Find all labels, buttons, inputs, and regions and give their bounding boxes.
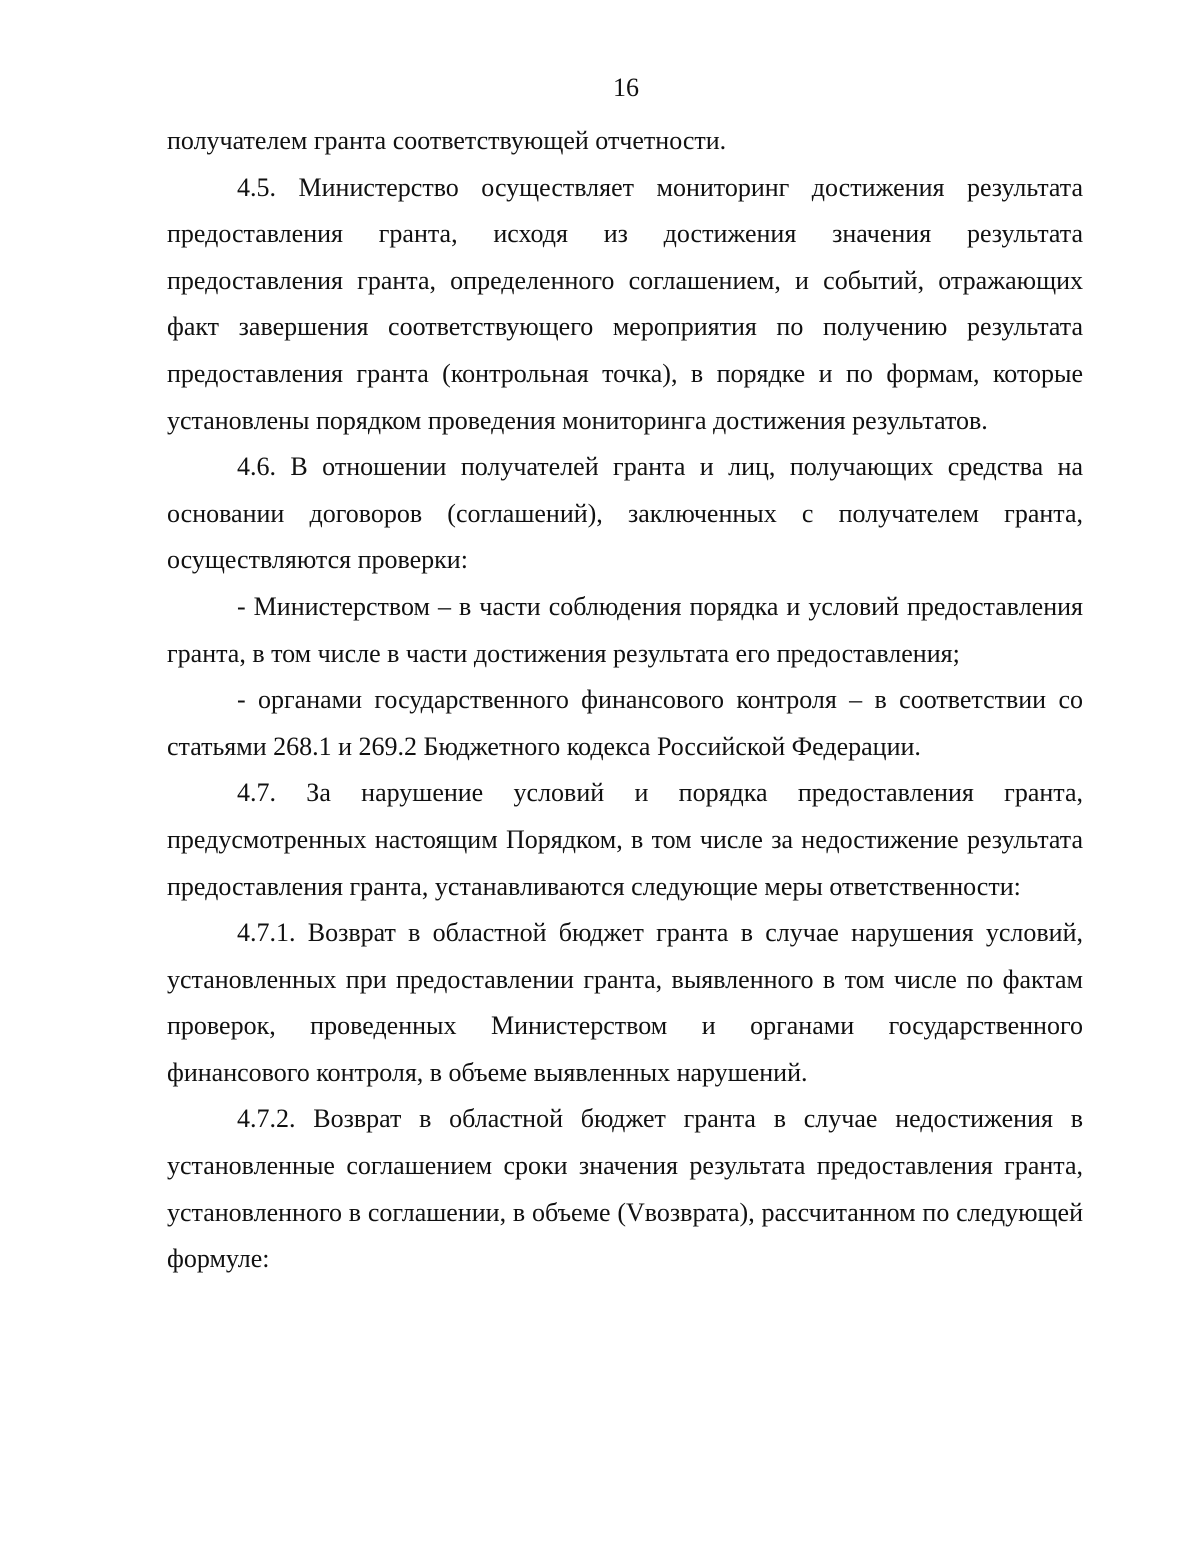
list-item-financial-control: - органами государственного финансового контроля – в соответствии со статьями 268.1 и 269.2 Бюджетного кодекса Российской Федерации. — [167, 685, 1083, 761]
paragraph-4-5: 4.5. Министерство осуществляет мониторинг достижения результата предоставления гранта, исходя из достижения значения результата предоставления гранта, определенного соглашением, и событий, отражающих факт завершения соответствующего мероприятия по получению результата предоставления гранта (контрольная точка), в порядке и по формам, которые установлены порядком проведения мониторинга достижения результатов. — [167, 172, 1083, 435]
paragraph-4-7-1: 4.7.1. Возврат в областной бюджет гранта в случае нарушения условий, установленных при предоставлении гранта, выявленного в том числе по фактам проверок, проведенных Министерством и органами государственного финансового контроля, в объеме выявленных нарушений. — [167, 918, 1083, 1087]
paragraph-continuation: получателем гранта соответствующей отчетности. — [167, 126, 727, 155]
paragraph-4-7-2: 4.7.2. Возврат в областной бюджет гранта в случае недостижения в установленные соглашением сроки значения результата предоставления гранта, установленного в соглашении, в объеме (Vвозврата), рассчитанном по следующей формуле: — [167, 1104, 1083, 1274]
paragraph-4-6: 4.6. В отношении получателей гранта и лиц, получающих средства на основании договоров (соглашений), заключенных с получателем гранта, осуществляются проверки: — [167, 452, 1083, 575]
document-body — [167, 118, 1083, 1283]
list-item-ministry-checks: - Министерством – в части соблюдения порядка и условий предоставления гранта, в том числе в части достижения результата его предоставления; — [167, 591, 1083, 668]
paragraph-4-7: 4.7. За нарушение условий и порядка предоставления гранта, предусмотренных настоящим Порядком, в том числе за недостижение результата предоставления гранта, устанавливаются следующие меры ответственности: — [167, 778, 1083, 901]
page-number: 16 — [613, 73, 639, 102]
